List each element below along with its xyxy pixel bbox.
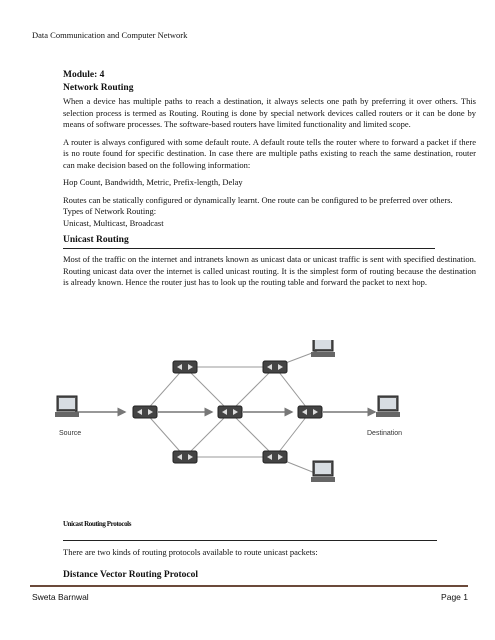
source-computer-icon [55,396,79,417]
footer-divider [30,585,468,587]
unicast-routing-diagram [55,340,425,490]
source-label: Source [59,430,82,437]
router-icon [133,406,157,418]
divider [63,540,437,541]
paragraph: Routes can be statically configured or dynamically learnt. One route can be configured to be preferred over others. [63,194,453,205]
computer-icon [311,461,335,482]
paragraph: Most of the traffic on the internet and intranets known as unicast data or unicast traffic is sent with specified destination. Routing unicast data over the internet is called unicast routing. It is the simplest form of routing because the destination is already known. Hence the router just has to look up the routing table and forward the packet to next hop. [63,254,476,287]
footer-author: Sweta Barnwal [32,592,89,602]
section-title-network-routing: Network Routing [63,83,134,93]
router-icon [218,406,242,418]
document-header: Data Communication and Computer Network [32,30,188,40]
page-number: Page 1 [441,592,468,602]
paragraph: A router is always configured with some default route. A default route tells the router where to forward a packet if there is no route found for specific destination. In case there are multiple paths existing to reach the same destination, router can make decision based on the following information: [63,136,476,170]
routing-types-label: Types of Network Routing: [63,206,157,216]
destination-computer-icon [376,396,400,417]
router-icon [263,451,287,463]
router-icon [173,361,197,373]
divider [63,248,435,249]
router-icon [263,361,287,373]
destination-label: Destination [367,430,403,437]
paragraph: When a device has multiple paths to reach a destination, it always selects one path by preferring it over others. This selection process is termed as Routing. Routing is done by special network devices called routers or it can be done by means of software processes. The software-based routers have limited functionality and limited scope. [63,96,476,129]
module-label: Module: 4 [63,70,105,80]
computer-icon [311,340,335,357]
router-icon [298,406,322,418]
paragraph: There are two kinds of routing protocols available to route unicast packets: [63,547,318,557]
section-title-distance-vector: Distance Vector Routing Protocol [63,570,199,580]
routing-types: Unicast, Multicast, Broadcast [63,217,164,228]
figure-caption: Unicast Routing Protocols [63,520,132,528]
paragraph: Hop Count, Bandwidth, Metric, Prefix-length, Delay [63,177,243,187]
section-title-unicast-routing: Unicast Routing [63,235,129,245]
router-icon [173,451,197,463]
page-content [63,70,476,295]
